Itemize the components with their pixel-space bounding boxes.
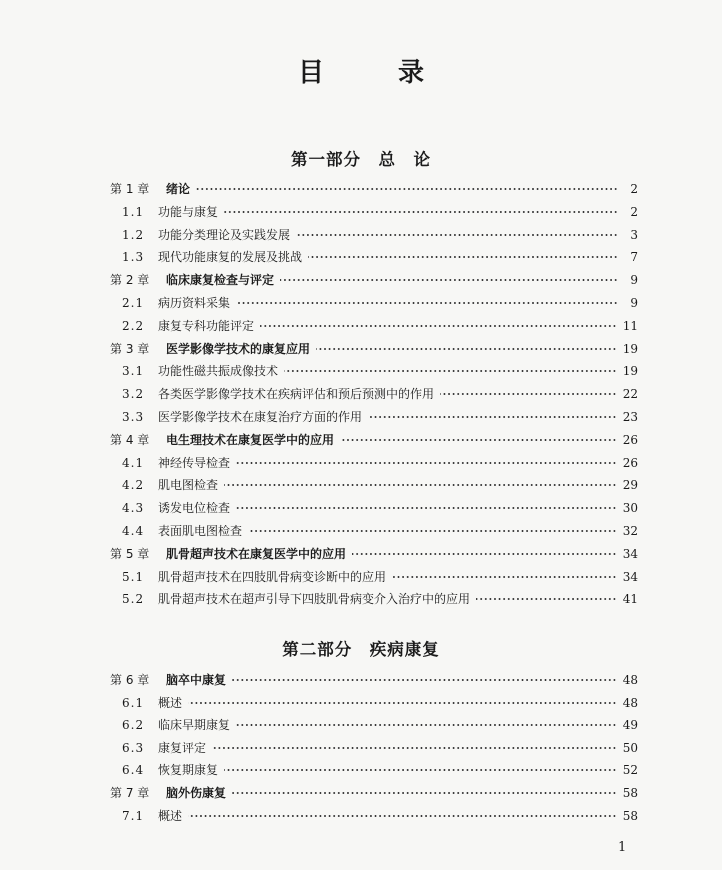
toc-section-entry <box>122 203 638 221</box>
entry-title: 康复专科功能评定 <box>158 318 255 333</box>
dot-leader <box>232 678 617 682</box>
entry-title: 神经传导检查 <box>158 455 231 470</box>
entry-page-number: 49 <box>622 718 638 733</box>
dot-leader <box>368 415 617 419</box>
entry-title: 概述 <box>158 695 183 710</box>
entry-number: 4.4 <box>122 524 145 538</box>
toc-chapter-entry <box>110 545 638 563</box>
entry-page-number: 58 <box>622 786 638 800</box>
entry-page-number: 52 <box>622 763 638 778</box>
entry-page-number: 11 <box>622 318 638 333</box>
entry-number: 第 2 章 <box>110 273 150 288</box>
entry-number: 第 7 章 <box>110 786 150 800</box>
entry-number: 2.2 <box>122 318 145 333</box>
toc-chapter-entry <box>110 340 638 358</box>
toc-section-entry <box>122 568 638 586</box>
entry-page-number: 48 <box>622 695 638 710</box>
entry-number: 7.1 <box>122 808 145 823</box>
entry-number: 5.2 <box>122 592 145 607</box>
entry-page-number: 32 <box>622 524 638 538</box>
entry-page-number: 58 <box>622 808 638 823</box>
entry-number: 第 3 章 <box>110 341 150 356</box>
part-title-2: 第二部分 疾病康复 <box>282 640 440 659</box>
entry-title: 表面肌电图检查 <box>158 524 243 538</box>
entry-page-number: 7 <box>630 250 638 265</box>
entry-page-number: 2 <box>630 204 638 219</box>
toc-section-entry <box>122 499 638 517</box>
dot-leader <box>260 324 617 328</box>
entry-page-number: 50 <box>622 740 638 755</box>
dot-leader <box>196 187 618 191</box>
toc-section-entry <box>122 761 638 779</box>
entry-page-number: 19 <box>622 364 638 379</box>
entry-page-number: 48 <box>622 673 638 687</box>
entry-number: 1.3 <box>122 250 145 265</box>
toc-section-entry <box>122 408 638 426</box>
entry-number: 第 1 章 <box>110 182 150 196</box>
entry-title: 电生理技术在康复医学中的应用 <box>166 432 335 447</box>
entry-page-number: 34 <box>622 546 638 561</box>
entry-page-number: 2 <box>630 182 638 196</box>
entry-number: 5.1 <box>122 569 145 584</box>
entry-number: 第 5 章 <box>110 546 150 561</box>
dot-leader <box>224 483 617 487</box>
dot-leader <box>248 529 617 533</box>
dot-leader <box>340 438 617 442</box>
toc-chapter-entry <box>110 180 638 198</box>
entry-title: 医学影像学技术的康复应用 <box>166 341 311 356</box>
toc-chapter-entry <box>110 271 638 289</box>
toc-section-entry <box>122 385 638 403</box>
entry-title: 肌电图检查 <box>158 478 219 493</box>
entry-page-number: 30 <box>622 501 638 516</box>
entry-title: 肌骨超声技术在超声引导下四肢肌骨病变介入治疗中的应用 <box>158 592 471 607</box>
entry-number: 3.1 <box>122 364 145 379</box>
entry-number: 2.1 <box>122 296 145 310</box>
entry-page-number: 41 <box>622 592 638 607</box>
page-title: 目 录 <box>297 58 448 88</box>
entry-number: 第 6 章 <box>110 673 150 687</box>
dot-leader <box>212 746 617 750</box>
dot-leader <box>440 392 617 396</box>
dot-leader <box>236 461 617 465</box>
entry-title: 功能分类理论及实践发展 <box>158 227 291 242</box>
entry-title: 脑卒中康复 <box>166 673 227 687</box>
toc-section-entry <box>122 317 638 335</box>
entry-page-number: 34 <box>622 569 638 584</box>
entry-number: 6.2 <box>122 718 145 733</box>
dot-leader <box>188 701 617 705</box>
entry-title: 恢复期康复 <box>158 763 219 778</box>
entry-page-number: 29 <box>622 478 638 493</box>
entry-number: 6.1 <box>122 695 145 710</box>
dot-leader <box>236 723 617 727</box>
toc-section-entry <box>122 454 638 472</box>
toc-section-entry <box>122 739 638 757</box>
entry-page-number: 9 <box>630 273 638 288</box>
entry-number: 6.3 <box>122 740 145 755</box>
entry-number: 1.1 <box>122 204 145 219</box>
entry-title: 现代功能康复的发展及挑战 <box>158 250 303 265</box>
entry-page-number: 23 <box>622 410 638 424</box>
entry-title: 病历资料采集 <box>158 296 231 310</box>
toc-section-entry <box>122 590 638 608</box>
entry-number: 6.4 <box>122 763 145 778</box>
dot-leader <box>476 597 617 601</box>
entry-page-number: 26 <box>622 455 638 470</box>
entry-title: 肌骨超声技术在康复医学中的应用 <box>166 546 347 561</box>
toc-section-entry <box>122 522 638 540</box>
entry-title: 临床早期康复 <box>158 718 231 733</box>
dot-leader <box>224 210 618 214</box>
entry-page-number: 3 <box>630 227 638 242</box>
dot-leader <box>308 255 618 259</box>
toc-section-entry <box>122 248 638 266</box>
dot-leader <box>284 369 617 373</box>
toc-section-entry <box>122 362 638 380</box>
entry-title: 诱发电位检查 <box>158 501 231 516</box>
toc-chapter-entry <box>110 431 638 449</box>
dot-leader <box>296 233 618 237</box>
dot-leader <box>224 768 617 772</box>
entry-title: 肌骨超声技术在四肢肌骨病变诊断中的应用 <box>158 569 387 584</box>
dot-leader <box>236 301 618 305</box>
toc-chapter-entry <box>110 784 638 802</box>
dot-leader <box>392 575 617 579</box>
part-title-1: 第一部分 总 论 <box>291 150 431 169</box>
dot-leader <box>188 814 617 818</box>
toc-section-entry <box>122 226 638 244</box>
entry-title: 康复评定 <box>158 740 207 755</box>
entry-title: 脑外伤康复 <box>166 786 227 800</box>
entry-title: 功能性磁共振成像技术 <box>158 364 279 379</box>
dot-leader <box>280 278 618 282</box>
toc-section-entry <box>122 694 638 712</box>
toc-section-entry <box>122 294 638 312</box>
entry-page-number: 9 <box>630 296 638 310</box>
entry-title: 功能与康复 <box>158 204 219 219</box>
toc-section-entry <box>122 807 638 825</box>
entry-number: 4.1 <box>122 455 145 470</box>
entry-page-number: 26 <box>622 432 638 447</box>
entry-number: 1.2 <box>122 227 145 242</box>
entry-number: 4.3 <box>122 501 145 516</box>
entry-number: 3.3 <box>122 410 145 424</box>
toc-section-entry <box>122 476 638 494</box>
dot-leader <box>352 552 617 556</box>
page-number: 1 <box>618 840 627 855</box>
entry-title: 临床康复检查与评定 <box>166 273 275 288</box>
entry-number: 3.2 <box>122 387 145 402</box>
toc-section-entry <box>122 716 638 734</box>
dot-leader <box>236 506 617 510</box>
entry-number: 4.2 <box>122 478 145 493</box>
entry-page-number: 19 <box>622 341 638 356</box>
dot-leader <box>316 347 617 351</box>
entry-title: 各类医学影像学技术在疾病评估和预后预测中的作用 <box>158 387 435 402</box>
entry-number: 第 4 章 <box>110 432 150 447</box>
toc-chapter-entry <box>110 671 638 689</box>
dot-leader <box>232 791 617 795</box>
entry-title: 绪论 <box>166 182 191 196</box>
entry-page-number: 22 <box>622 387 638 402</box>
entry-title: 概述 <box>158 808 183 823</box>
entry-title: 医学影像学技术在康复治疗方面的作用 <box>158 410 363 424</box>
